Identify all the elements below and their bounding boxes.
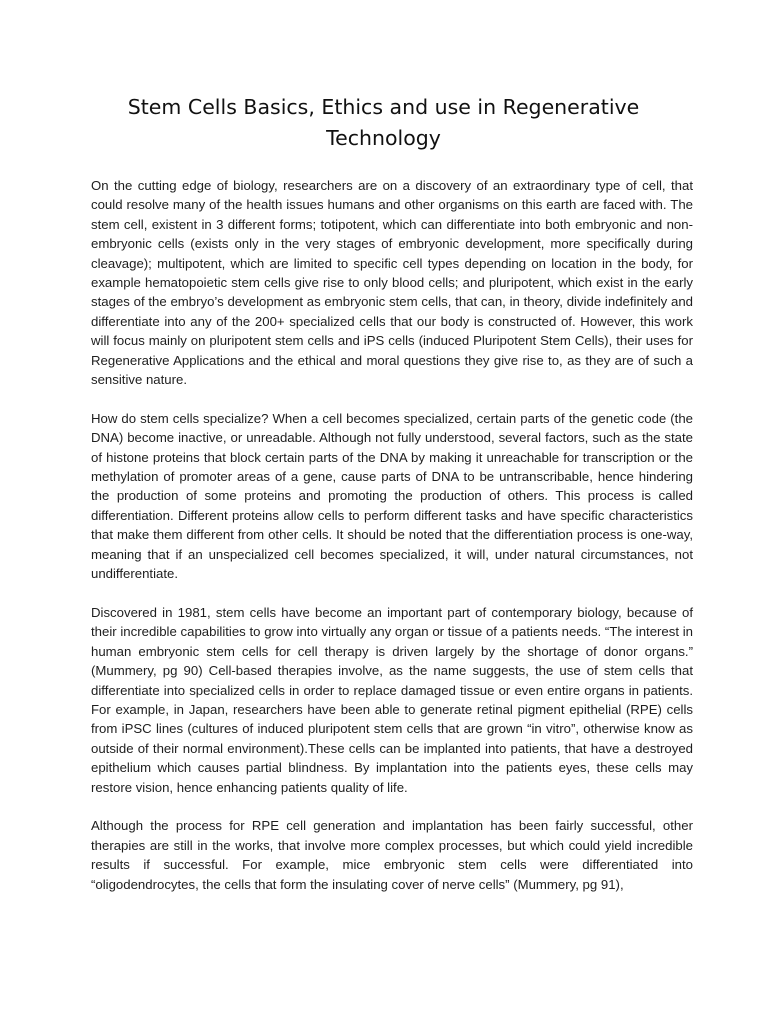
paragraph-3: Discovered in 1981, stem cells have become an important part of contemporary biology, because of their incredible capabilities to grow into virtually any organ or tissue of a patients needs. “The interest in human embryonic stem cells for cell therapy is driven largely by the shortage of donor organs.” (Mummery, pg 90) Cell-based therapies involve, as the name suggests, the use of stem cells that differentiate into specialized cells in order to replace damaged tissue or even entire organs in patients. For example, in Japan, researchers have been able to generate retinal pigment epithelial (RPE) cells from iPSC lines (cultures of induced pluripotent stem cells that are grown “in vitro”, otherwise know as outside of their normal environment).These cells can be implanted into patients, that have a destroyed epithelium which causes partial blindness. By implantation into the patients eyes, these cells may restore vision, hence enhancing patients quality of life.: [91, 604, 693, 795]
document-title: [90, 92, 677, 154]
paragraph-1: On the cutting edge of biology, researchers are on a discovery of an extraordinary type of cell, that could resolve many of the health issues humans and other organisms on this earth are faced with. The stem cell, existent in 3 different forms; totipotent, which can differentiate into both embryonic and non-embryonic cells (exists only in the very stages of embryonic development, more specifically during cleavage); multipotent, which are limited to specific cell types depending on location in the body, for example hematopoietic stem cells give rise to only blood cells; and pluripotent, which exist in the early stages of the embryo’s development as embryonic stem cells, that can, in theory, divide indefinitely and differentiate into any of the 200+ specialized cells that our body is constructed of. However, this work will focus mainly on pluripotent stem cells and iPS cells (induced Pluripotent Stem Cells), their uses for Regenerative Applications and the ethical and moral questions they give rise to, as they are of such a sensitive nature.: [91, 178, 693, 388]
document-body: [91, 176, 693, 913]
document-title-line-1: Stem Cells Basics, Ethics and use in Regenerative: [127, 95, 640, 119]
paragraph-4: Although the process for RPE cell generation and implantation has been fairly successful, other therapies are still in the works, that involve more complex processes, but which could yield incredible results if successful. For example, mice embryonic stem cells were differentiated into “oligodendrocytes, the cells that form the insulating cover of nerve cells” (Mummery, pg 91),: [91, 818, 693, 892]
paragraph-2: How do stem cells specialize? When a cell becomes specialized, certain parts of the genetic code (the DNA) become inactive, or unreadable. Although not fully understood, several factors, such as the state of histone proteins that block certain parts of the DNA by making it unreachable for transcription or the methylation of promoter areas of a gene, cause parts of DNA to be untranscribable, hence hindering the production of some proteins and promoting the production of others. This process is called differentiation. Different proteins allow cells to perform different tasks and have specific characteristics that make them different from other cells. It should be noted that the differentiation process is one-way, meaning that if an unspecialized cell becomes specialized, it will, under natural circumstances, not undifferentiate.: [91, 410, 693, 582]
document-title-line-2: Technology: [326, 126, 441, 150]
